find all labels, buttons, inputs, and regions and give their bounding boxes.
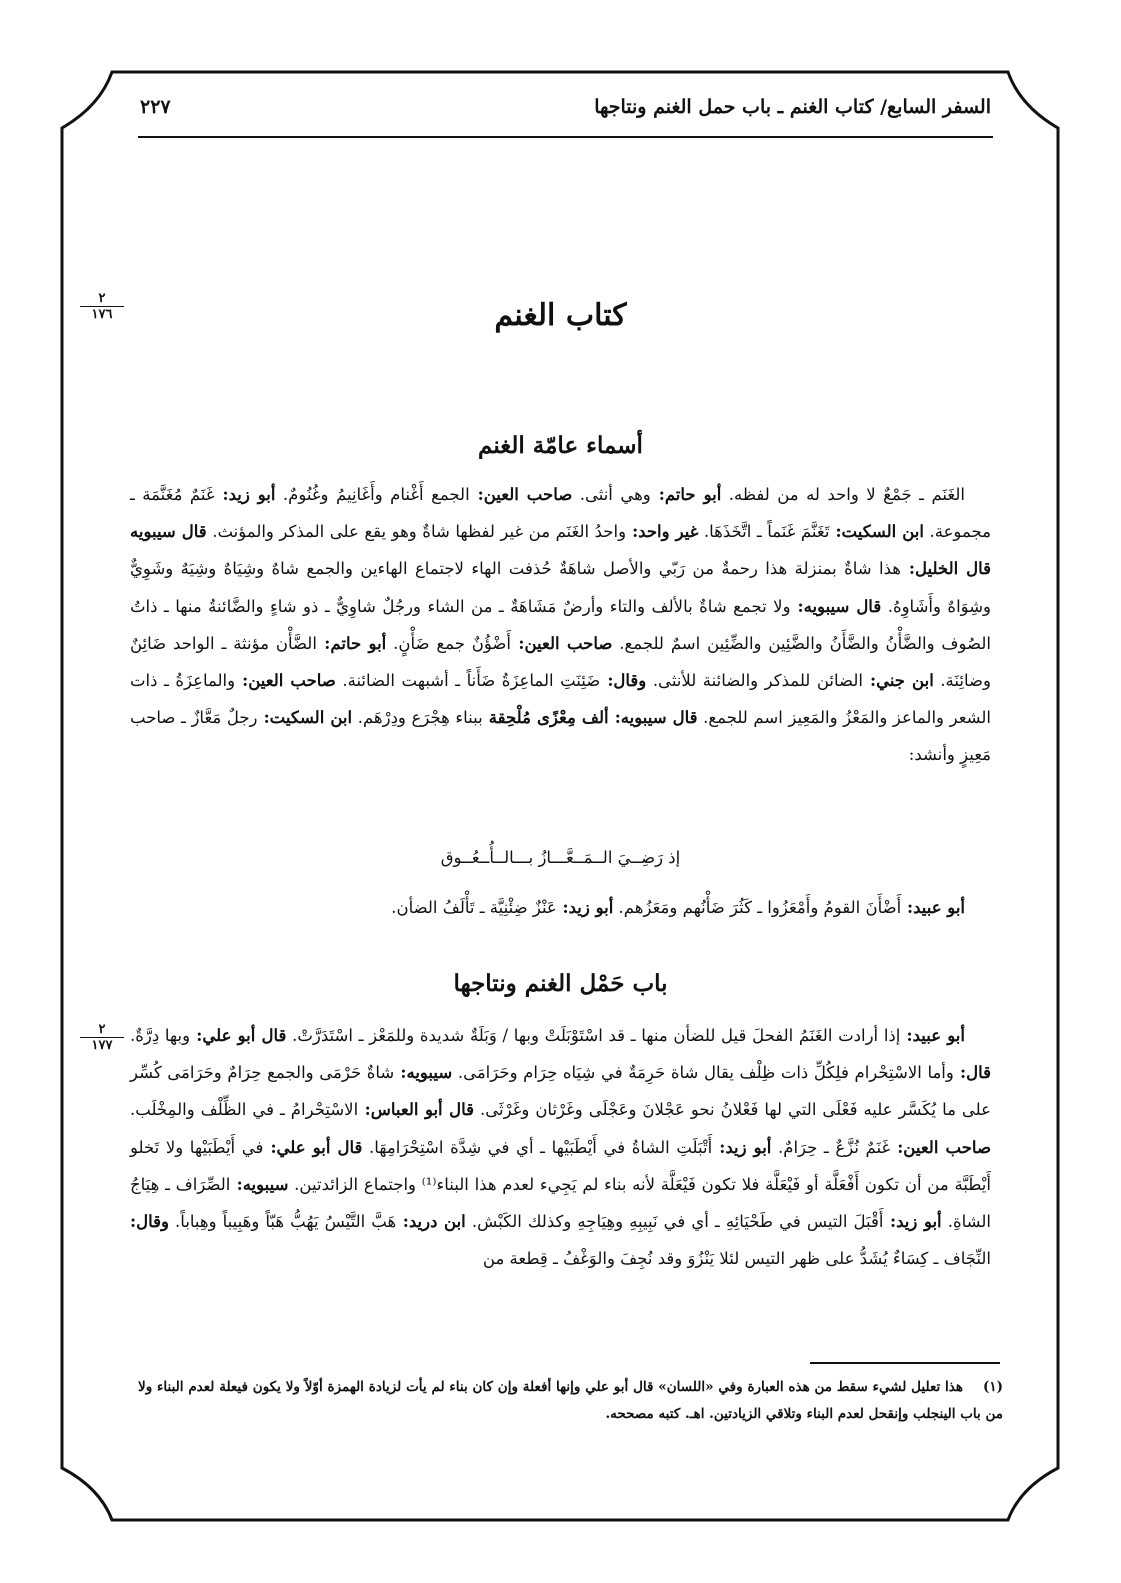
text-run: في أَيْطَبَيْها ولا تَخلو أَيْطَبَّة من أن تكون أَفْعَلَّة أو فَيْعَلَّة فلا تكون فَيْعَلَّة لأنه بناء لم يَجِيء لعدم هذا البناء [130,1137,991,1194]
speaker-label: أبو زيد: [883,1212,942,1232]
speaker-label: سيبويه: [394,1063,453,1083]
speaker-label: أبو زيد: [214,485,276,504]
section-heading-pregnancy-birth: باب حَمْل الغنم ونتاجها [453,970,668,997]
page-number: ٢٢٧ [140,96,171,118]
speaker-label: ألف مِعْزًى مُلْحِقة [482,708,609,728]
verse-line: إذ رَضِــيَ الــمَــعَّـــازُ بـــالــأُــعُــوق [440,848,681,867]
speaker-label: قال سيبويه: [608,708,698,728]
text-run: ضَئِنَتِ الماعِزَةُ ضَأَناً ـ أشبهت الضائنة. [335,671,601,691]
paragraph-pregnancy-birth [130,1017,991,1277]
text-run: أَقْبَلَ التيس في طَحْيَائِهِ ـ أي في نَبِيبِهِ وهِيَاجِهِ وكذلك الكَبْش. [465,1212,884,1232]
text-run: أَضْأَنَ القومُ وأَمْعَزُوا ـ كَثُرَ ضَأْنُهم ومَعَزُهم. [613,898,902,917]
margin-reference-page: ١٧٦ [91,307,113,322]
speaker-label: وقال: [600,671,647,691]
text-run: الضَّأْن مؤنثة ـ الواحد ضَائِنٌ وضائِنَة. [130,633,991,691]
speaker-label: قال سيبويه: [790,596,882,616]
text-run: أَضْؤُنٌ جمع ضَأْنٍ. [386,633,512,653]
text-run: ببناء هِجْرَع ودِرْهَم. [352,708,483,728]
speaker-label: أبو حاتم: [316,633,387,653]
footnote-marker: (١) [982,1379,1003,1395]
speaker-label: ابن جني: [862,671,934,691]
text-run: الصِّرَاف ـ هِيَاجُ الشاةِ. [130,1174,991,1232]
speaker-label: أبو عبيد: [900,1026,965,1045]
margin-reference-2 [80,1023,124,1052]
margin-reference-volume: ٢ [80,292,124,307]
text-run: الاسْتِحْرامُ ـ في الظِّلْف والمِخْلَب. [130,1100,359,1120]
book-title: كتاب الغنم [494,298,627,333]
speaker-label: قال: [953,1063,991,1083]
text-run: النِّجَاف ـ كِسَاءٌ يُشَدُّ على ظهر التيس لئلا يَنْزُوَ وقد نُجِفَ والوَغْفُ ـ قِطعة من [482,1249,991,1269]
section-2-body [130,1017,991,1277]
speaker-label: صاحب العين: [511,633,613,653]
text-run: الغَنَم ـ جَمْعٌ لا واحد له من لفظه. [721,485,965,504]
paragraph-general-names [130,476,991,774]
text-run: تَغَنَّمَ غَنَماً ـ اتَّخَذَهَا. [698,522,830,542]
speaker-label: أبو زيد: [556,898,614,917]
running-header-title: السفر السابع/ كتاب الغنم ـ باب حمل الغنم ونتاجها [594,96,991,118]
text-run: رجلٌ مَعَّازٌ ـ صاحب مَعِيزٍ وأنشد: [130,708,991,765]
speaker-label: صاحب العين: [469,485,573,504]
speaker-label: ابن دريد: [396,1212,466,1232]
speaker-label: أبو عبيد: [901,898,965,917]
footnote [138,1374,1003,1428]
section-1-body [130,476,991,774]
text-run: إذا أرادت الغَنَمُ الفحلَ قيل للضأن منها ـ قد اسْتَوْبَلَتْ وبها / وَبَلَةٌ شديدة وللمَعْز ـ اسْتَدَرَّتْ. [286,1026,901,1045]
speaker-label: صاحب العين: [890,1137,991,1157]
footnote-text: هذا تعليل لشيء سقط من هذه العبارة وفي «اللسان» قال أبو علي وإنها أفعلة وإن كان بناء لم يأت لزيادة الهمزة أوّلاً ولا يكون فيعلة لعدم البناء ولا من باب الينجلب وإنقحل لعدم البناء وتلاقي الزيادتين. اهـ. كتبه مصححه. [138,1379,1003,1422]
text-run: الضائن للمذكر والضائنة للأنثى. [646,671,863,691]
speaker-label: أبو زيد: [712,1137,772,1157]
text-run: وبها دِرَّةٌ. [130,1026,191,1045]
speaker-label: قال أبو علي: [190,1026,287,1045]
speaker-label: سيبويه: [230,1174,289,1194]
speaker-label: ابن السكيت: [257,708,353,728]
speaker-label: صاحب العين: [235,671,336,691]
speaker-label: أبو حاتم: [650,485,722,504]
text-run: عَنْزٌ ضِئْنِيَّة ـ تَأْلَفُ الضأن. [391,898,557,917]
text-run: الجمع أَغْنام وأَغَانِيمُ وغُنُومٌ. [275,485,470,504]
text-run: هَبَّ التَّيْسُ يَهُبُّ هَبّاً وهَبِيباً وهِباباً. [168,1212,397,1232]
text-run: شاةٌ حَرْمَى والجمع حِرَامٌ وحَرَامَى كُسِّر على ما يُكَسَّر عليه فَعْلَى التي لها فَعْلانُ نحو عَجْلانَ وعَجْلَى وغَرْثان وغَرْثَى. [130,1063,991,1120]
section-heading-general-names: أسماء عامّة الغنم [478,432,643,459]
paragraph-after-verse [130,898,991,917]
text-run: واحدُ الغَنَم من غير لفظها شاةٌ وهو يقع على المذكر والمؤنث. [206,522,627,542]
speaker-label: غير واحد: [626,522,699,542]
text-run: غَنَمٌ نُزَّعٌ ـ حِرَامٌ. [771,1137,891,1157]
margin-reference-page: ١٧٧ [91,1038,113,1053]
footnote-rule [810,1362,1000,1364]
speaker-label: قال أبو علي: [263,1137,363,1157]
text-run: ⁽¹⁾ [421,1174,437,1194]
text-run: ولا تجمع شاةٌ بالألف والتاء وأرضٌ مَشَاهَةٌ ـ من الشاء ورجُلٌ شاوِيٌّ ـ ذو شاءٍ والضَّائنةُ منها ـ ذاتُ الصُوف والضَّأْنُ والضَّأَنُ والضَّئِين والضِّئِين اسمٌ للجمع. [130,596,991,653]
speaker-label: قال أبو العباس: [358,1100,475,1120]
speaker-label: ابن السكيت: [829,522,924,542]
header-rule [138,136,993,138]
margin-reference-volume: ٢ [80,1023,124,1038]
text-run: وهي أنثى. [572,485,651,504]
speaker-label: قال سيبويه قال الخليل: [130,522,991,579]
text-run: أَتْبَلَتِ الشاةُ في أَيْطَبَيْها ـ أي في شِدَّة اسْتِحْرَامِهَا. [362,1137,713,1157]
text-run: والماعِزَةُ ـ ذات الشعر والماعز والمَعْزُ والمَعِيز اسم للجمع. [130,671,991,728]
text-run: واجتماع الزائدتين. [288,1174,422,1194]
speaker-label: وقال: [130,1212,169,1232]
text-run: غَنَمٌ مُغَنَّمَة ـ مجموعة. [130,485,991,542]
text-run: وأما الاسْتِحْرام فلِكُلِّ ذات ظِلْف يقال شاة حَرِمَةٌ في شِيَاه حِرَام وحَرَامَى. [452,1063,954,1083]
text-run: هذا شاةٌ بمنزلة هذا رحمةٌ من رَبّي والأصل شاهَةٌ حُذفت الهاء لاجتماع الهاءين والجمع شاهٌ وشِيَاهٌ وشِيَهٌ وشَوِيٌّ وشِوَاهٌ وأَشَاوِهُ. [130,559,991,616]
